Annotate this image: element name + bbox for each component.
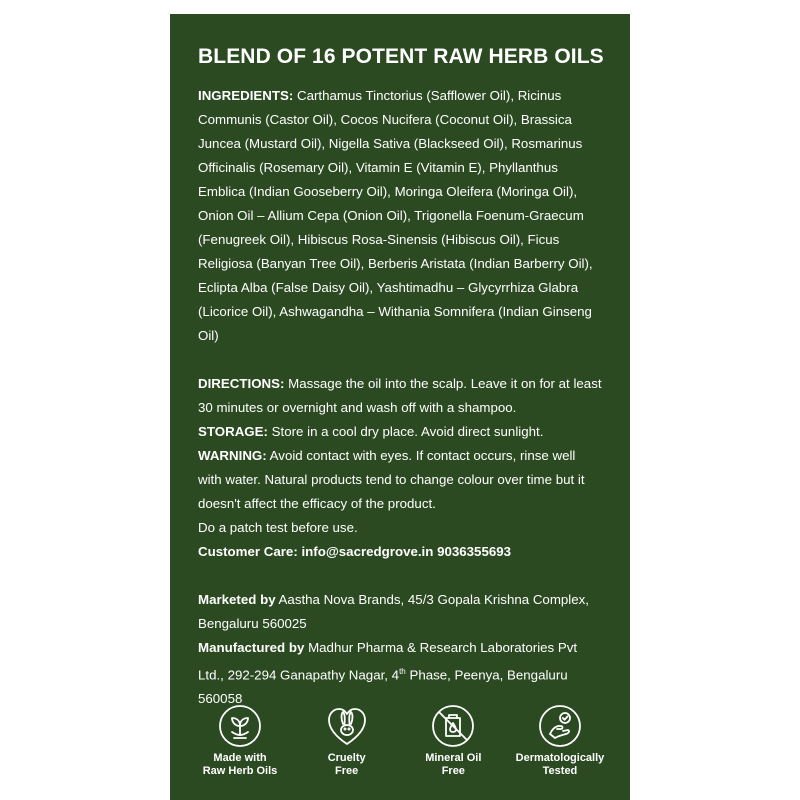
dermatology-tested-icon [538, 704, 582, 748]
warning-label: WARNING: [198, 448, 267, 463]
herb-leaf-icon [218, 704, 262, 748]
badge-label: Cruelty Free [327, 752, 366, 777]
ingredients-label: INGREDIENTS: [198, 88, 294, 103]
badge-mineral-oil-free [403, 704, 503, 778]
warning-text: Avoid contact with eyes. If contact occurs, rinse well with water. Natural products tend to change colour over time but it doesn't affect the efficacy of the product. [198, 448, 585, 511]
storage-text: Store in a cool dry place. Avoid direct sunlight. [267, 424, 544, 439]
product-label-panel [170, 14, 630, 800]
badge-label: Mineral Oil Free [425, 752, 482, 777]
customer-care-text: Customer Care: info@sacredgrove.in 9036355693 [198, 544, 512, 559]
warning-section [198, 444, 602, 516]
directions-text: Massage the oil into the scalp. Leave it on for at least 30 minutes or overnight and wash off with a shampoo. [198, 376, 602, 415]
storage-label: STORAGE: [198, 424, 268, 439]
ingredients-text: Carthamus Tinctorius (Safflower Oil), Ricinus Communis (Castor Oil), Cocos Nucifera (Coconut Oil), Brassica Juncea (Mustard Oil), Nigella Sativa (Blackseed Oil), Rosmarinus Officinalis (Rosemary Oil), Vitamin E (Vitamin E), Phyllanthus Emblica (Indian Gooseberry Oil), Moringa Oleifera (Moringa Oil), Onion Oil – Allium Cepa (Onion Oil), Trigonella Foenum-Graecum (Fenugreek Oil), Hibiscus Rosa-Sinensis (Hibiscus Oil), Ficus Religiosa (Banyan Tree Oil), Berberis Aristata (Indian Barberry Oil), Eclipta Alba (False Daisy Oil), Yashtimadhu – Glycyrrhiza Glabra (Licorice Oil), Ashwagandha – Withania Somnifera (Indian Ginseng Oil) [198, 88, 593, 343]
manufactured-by-section [198, 636, 602, 711]
ingredients-section [198, 84, 602, 348]
patch-test-note: Do a patch test before use. [198, 520, 358, 535]
badge-label: Dermatologically Tested [515, 752, 605, 777]
directions-section [198, 372, 602, 420]
storage-section [198, 420, 602, 444]
customer-care-line [198, 540, 602, 564]
badge-dermatologically-tested [510, 704, 610, 778]
manufactured-by-label: Manufactured by [198, 640, 305, 655]
badge-row [190, 704, 610, 778]
manufactured-by-text-2: Phase, Peenya, Bengaluru 560058 [198, 667, 568, 707]
directions-label: DIRECTIONS: [198, 376, 285, 391]
no-mineral-oil-icon [431, 704, 475, 748]
marketed-by-section [198, 588, 602, 636]
spacer [198, 564, 602, 588]
badge-label: Made with Raw Herb Oils [202, 752, 278, 777]
badge-cruelty-free [297, 704, 397, 778]
marketed-by-text: Aastha Nova Brands, 45/3 Gopala Krishna Complex, Bengaluru 560025 [198, 592, 589, 631]
marketed-by-label: Marketed by [198, 592, 276, 607]
manufactured-by-text-1: Madhur Pharma & Research Laboratories Pvt Ltd., 292-294 Ganapathy Nagar, 4 [198, 640, 578, 683]
bunny-icon [325, 704, 369, 748]
spacer [198, 348, 602, 372]
badge-raw-herb-oils [190, 704, 290, 778]
label-title: BLEND OF 16 POTENT RAW HERB OILS [198, 45, 604, 68]
ordinal-suffix: th [399, 667, 406, 676]
